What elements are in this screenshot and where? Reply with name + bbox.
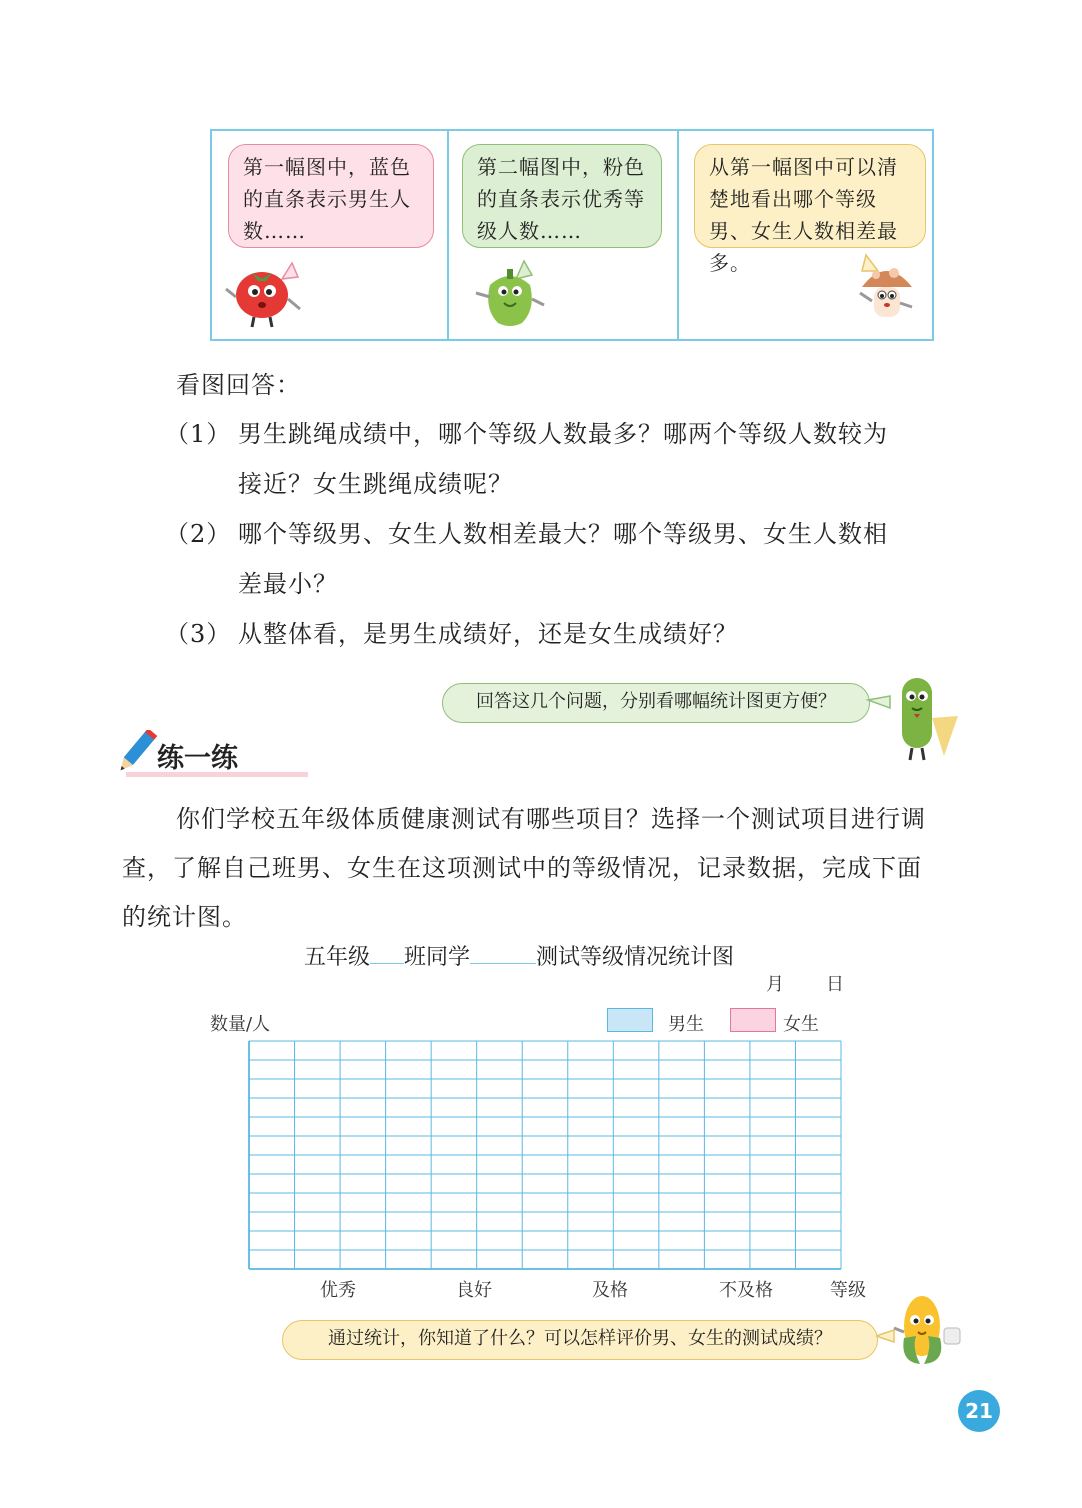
y-axis-label: 数量/人 bbox=[210, 1014, 271, 1035]
practice-paragraph-line: 的统计图。 bbox=[122, 903, 247, 931]
question-text: 从整体看，是男生成绩好，还是女生成绩好？ bbox=[238, 620, 738, 648]
question-number: （3） bbox=[165, 620, 232, 648]
questions-intro: 看图回答： bbox=[176, 371, 301, 399]
speech-bubble-pepper: 第二幅图中，粉色的直条表示优秀等级人数…… bbox=[462, 144, 662, 248]
question-number: （1） bbox=[165, 420, 232, 448]
question-number: （2） bbox=[165, 520, 232, 548]
panel-divider bbox=[677, 131, 679, 339]
pepper-character-icon bbox=[470, 259, 554, 331]
corn-character-icon bbox=[876, 1286, 966, 1372]
legend-girl-swatch bbox=[730, 1008, 776, 1032]
mushroom-character-icon bbox=[852, 251, 922, 327]
practice-paragraph-line: 你们学校五年级体质健康测试有哪些项目？选择一个测试项目进行调 bbox=[176, 805, 926, 833]
section-title: 练一练 bbox=[157, 743, 238, 774]
speech-bubble-mushroom: 从第一幅图中可以清楚地看出哪个等级男、女生人数相差最多。 bbox=[694, 144, 926, 248]
cucumber-character-icon bbox=[862, 670, 962, 762]
dialogue-panel bbox=[210, 129, 934, 341]
day-label: 日 bbox=[826, 974, 844, 995]
question-text-cont: 接近？女生跳绳成绩呢？ bbox=[238, 470, 513, 498]
speech-bubble-tomato: 第一幅图中，蓝色的直条表示男生人数…… bbox=[228, 144, 434, 248]
page-number: 21 bbox=[958, 1390, 1000, 1432]
chart-title: 五年级 班同学 测试等级情况统计图 bbox=[304, 940, 734, 971]
tomato-character-icon bbox=[222, 259, 306, 329]
x-axis-label: 等级 bbox=[830, 1280, 866, 1301]
practice-paragraph-line: 查，了解自己班男、女生在这项测试中的等级情况，记录数据，完成下面 bbox=[122, 854, 922, 882]
x-tick-label: 不及格 bbox=[719, 1280, 773, 1301]
month-label: 月 bbox=[766, 974, 784, 995]
x-tick-label: 及格 bbox=[592, 1280, 628, 1301]
question-text-cont: 差最小？ bbox=[238, 570, 338, 598]
question-text: 男生跳绳成绩中，哪个等级人数最多？哪两个等级人数较为 bbox=[238, 420, 888, 448]
legend-boy-swatch bbox=[607, 1008, 653, 1032]
legend-girl-label: 女生 bbox=[783, 1014, 819, 1035]
class-blank[interactable] bbox=[370, 941, 404, 964]
hint-bubble: 回答这几个问题，分别看哪幅统计图更方便？ bbox=[442, 683, 870, 723]
bottom-hint-bubble: 通过统计，你知道了什么？可以怎样评价男、女生的测试成绩？ bbox=[282, 1320, 878, 1360]
x-tick-label: 优秀 bbox=[320, 1280, 356, 1301]
test-item-blank[interactable] bbox=[470, 941, 536, 964]
chart-grid bbox=[248, 1040, 842, 1270]
panel-divider bbox=[447, 131, 449, 339]
question-text: 哪个等级男、女生人数相差最大？哪个等级男、女生人数相 bbox=[238, 520, 888, 548]
legend-boy-label: 男生 bbox=[668, 1014, 704, 1035]
x-tick-label: 良好 bbox=[456, 1280, 492, 1301]
